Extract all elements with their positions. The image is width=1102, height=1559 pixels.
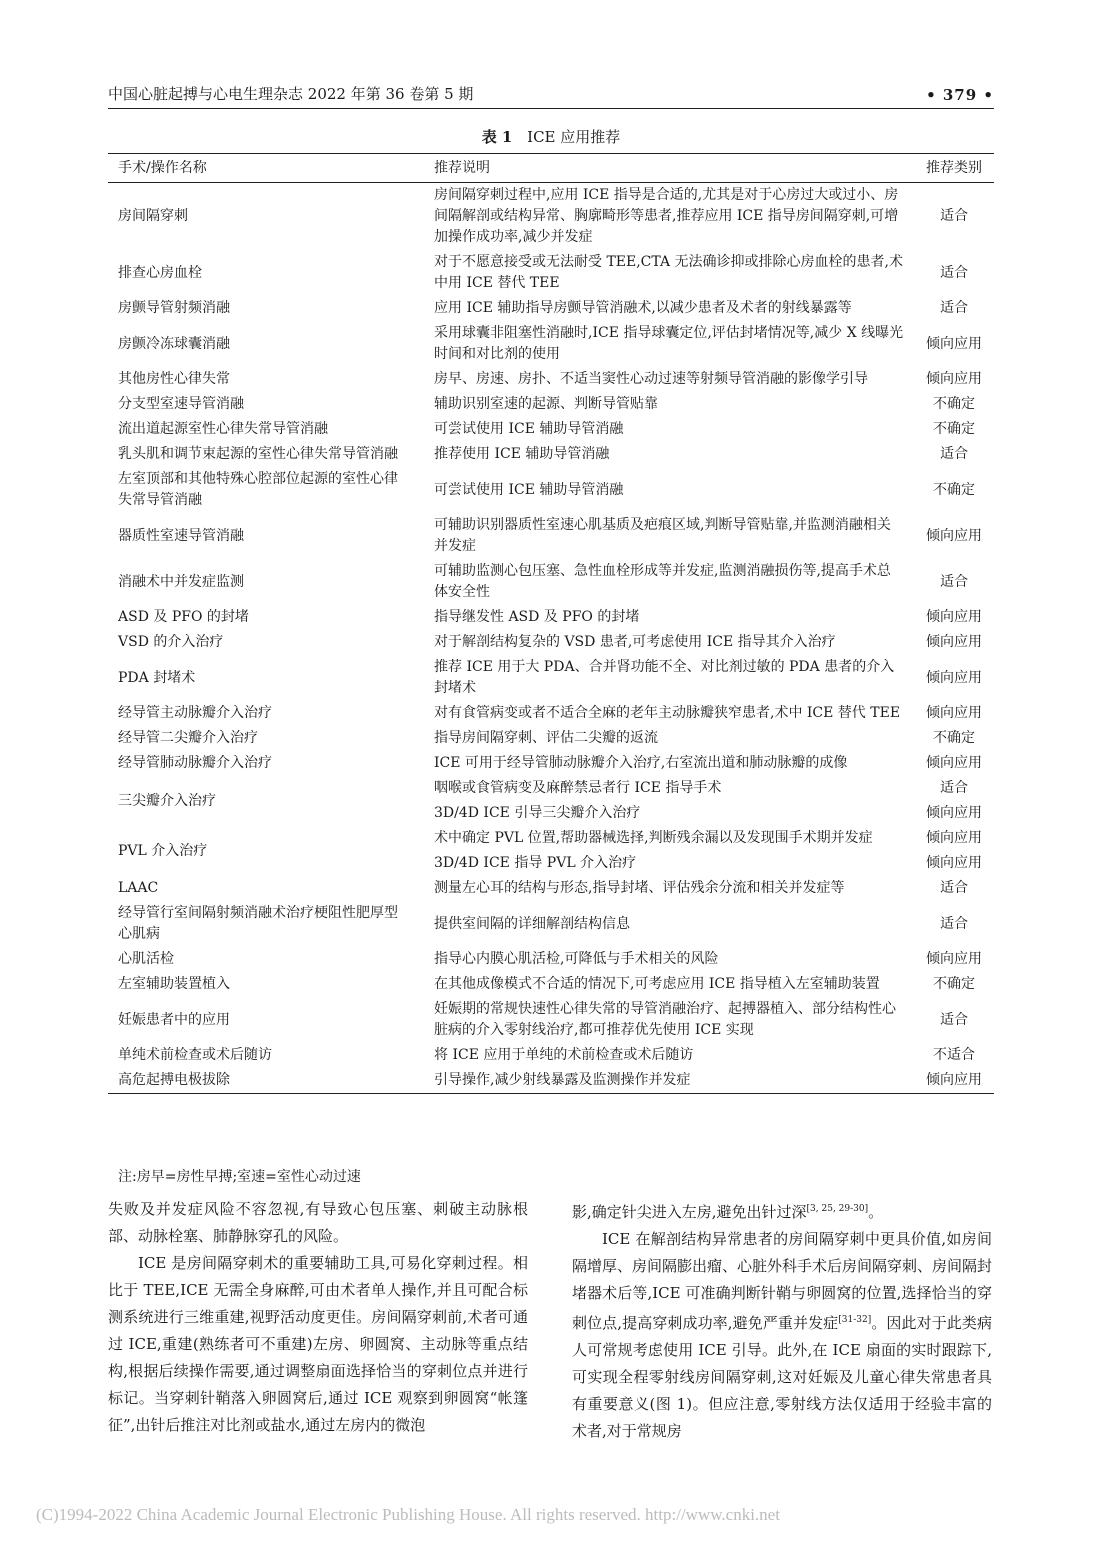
recommendation-cell: 可尝试使用 ICE 辅助导管消融 (434, 481, 624, 498)
journal-title: 中国心脏起搏与心电生理杂志 2022 年第 36 卷第 5 期 (108, 85, 474, 103)
running-header (108, 78, 994, 109)
category-cell: 适合 (940, 446, 968, 462)
paragraph: ICE 是房间隔穿刺术的重要辅助工具,可易化穿刺过程。相比于 TEE,ICE 无需全身麻醉,可由术者单人操作,并且可配合标测系统进行三维重建,视野活动度更佳。房间隔穿刺前,术者可通过 ICE,重建(熟练者可不重建)左房、卵圆窝、主动脉等重点结构,根据后续操作需要,通过调整扇面选择恰当的穿刺位点并进行标记。当穿刺针鞘落入卵圆窝后,通过 ICE 观察到卵圆窝“帐篷征”,出针后推注对比剂或盐水,通过左房内的微泡 (108, 1254, 528, 1434)
recommendation-cell: 应用 ICE 辅助指导房颤导管消融术,以减少患者及术者的射线暴露等 (434, 300, 852, 316)
recommendation-cell: 指导心内膜心肌活检,可降低与手术相关的风险 (434, 951, 719, 967)
procedure-name-cell: 房间隔穿刺 (118, 208, 188, 224)
table-row (108, 367, 994, 392)
category-cell: 不适合 (933, 1047, 975, 1063)
table-row (108, 876, 994, 901)
procedure-name-cell: VSD 的介入治疗 (118, 634, 224, 650)
table-row (108, 751, 994, 776)
category-cell: 倾向应用 (926, 1072, 982, 1088)
recommendation-cell: 将 ICE 应用于单纯的术前检查或术后随访 (434, 1047, 694, 1063)
recommendation-cell: 妊娠期的常规快速性心律失常的导管消融治疗、起搏器植入、部分结构性心脏病的介入零射线治疗,都可推荐优先使用 ICE 实现 (434, 1001, 896, 1038)
table-row (108, 701, 994, 726)
table-row (108, 321, 994, 367)
recommendation-cell: 指导房间隔穿刺、评估二尖瓣的返流 (434, 730, 658, 746)
recommendation-cell: 辅助识别室速的起源、判断导管贴靠 (434, 396, 658, 412)
recommendation-cell: 推荐使用 ICE 辅助导管消融 (434, 446, 610, 462)
procedure-name-cell: ASD 及 PFO 的封堵 (118, 609, 249, 625)
table-row (108, 250, 994, 296)
category-cell: 适合 (940, 880, 968, 896)
table-row (108, 776, 994, 801)
category-cell: 适合 (940, 915, 968, 932)
table-row (108, 826, 994, 851)
table-row (108, 183, 994, 251)
procedure-name-cell: 其他房性心律失常 (118, 371, 230, 387)
table-row (108, 605, 994, 630)
category-cell: 倾向应用 (926, 951, 982, 967)
body-column-left (108, 1196, 528, 1439)
table-row (108, 901, 994, 947)
procedure-name-cell: LAAC (118, 880, 159, 896)
category-cell: 适合 (940, 1011, 968, 1028)
paragraph-text: ICE 在解剖结构异常患者的房间隔穿刺中更具价值,如房间隔增厚、房间隔膨出瘤、心脏外科手术后房间隔穿刺、房间隔封堵器术后等,ICE 可准确判断针鞘与卵圆窝的位置,选择恰当的穿刺位点,提高穿刺成功率,避免严重并发症 (572, 1230, 993, 1332)
procedure-name-cell: 高危起搏电极拔除 (118, 1072, 230, 1088)
recommendation-cell: ICE 可用于经导管肺动脉瓣介入治疗,右室流出道和肺动脉瓣的成像 (434, 755, 848, 771)
category-cell: 倾向应用 (926, 755, 982, 771)
category-cell: 倾向应用 (926, 527, 982, 544)
paragraph-text: 影,确定针尖进入左房,避免出针过深 (572, 1203, 807, 1221)
table-body (108, 183, 994, 1094)
recommendation-cell: 房间隔穿刺过程中,应用 ICE 指导是合适的,尤其是对于心房过大或过小、房间隔解剖或结构异常、胸廓畸形等患者,推荐应用 ICE 指导房间隔穿刺,可增加操作成功率,减少并发症 (434, 187, 899, 245)
procedure-name-cell: 左室辅助装置植入 (118, 976, 230, 992)
procedure-name-cell: 排查心房血栓 (118, 264, 202, 281)
table-title: ICE 应用推荐 (527, 128, 621, 146)
category-cell: 倾向应用 (926, 669, 982, 686)
recommendation-cell: 可辅助监测心包压塞、急性血栓形成等并发症,监测消融损伤等,提高手术总体安全性 (434, 563, 891, 600)
procedure-name-cell: 单纯术前检查或术后随访 (118, 1047, 272, 1063)
table-row (108, 947, 994, 972)
recommendation-cell: 对于不愿意接受或无法耐受 TEE,CTA 无法确诊抑或排除心房血栓的患者,术中用 ICE 替代 TEE (434, 254, 903, 291)
column-header: 手术/操作名称 (118, 160, 207, 176)
procedure-name-cell: 三尖瓣介入治疗 (118, 792, 216, 809)
paragraph-text: 。 (868, 1203, 884, 1221)
recommendation-cell: 推荐 ICE 用于大 PDA、合并肾功能不全、对比剂过敏的 PDA 患者的介入封堵术 (434, 659, 895, 696)
table-row (108, 513, 994, 559)
paragraph-text: 。因此对于此类病人可常规考虑使用 ICE 引导。此外,在 ICE 扇面的实时跟踪下,可实现全程零射线房间隔穿刺,这对妊娠及儿童心律失常患者具有重要意义(图 1)。但应注意,零射线方法仅适用于经验丰富的术者,对于常规房 (572, 1314, 992, 1440)
category-cell: 倾向应用 (926, 335, 982, 352)
category-cell: 倾向应用 (926, 634, 982, 650)
category-cell: 不确定 (933, 481, 975, 498)
category-cell: 倾向应用 (926, 371, 982, 387)
page-number: • 379 • (926, 86, 994, 104)
table-row (108, 1043, 994, 1068)
paragraph: 失败及并发症风险不容忽视,有导致心包压塞、刺破主动脉根部、动脉栓塞、肺静脉穿孔的风险。 (108, 1200, 528, 1245)
procedure-name-cell: 房颤导管射频消融 (118, 300, 230, 316)
table-row (108, 997, 994, 1043)
procedure-name-cell: 流出道起源室性心律失常导管消融 (118, 421, 328, 437)
table-row (108, 467, 994, 513)
procedure-name-cell: 房颤冷冻球囊消融 (118, 335, 230, 352)
category-cell: 适合 (940, 573, 968, 590)
category-cell: 倾向应用 (926, 805, 982, 821)
procedure-name-cell: 经导管主动脉瓣介入治疗 (118, 705, 272, 721)
recommendation-cell: 3D/4D ICE 指导 PVL 介入治疗 (434, 855, 637, 871)
recommendation-cell: 可尝试使用 ICE 辅助导管消融 (434, 421, 624, 437)
table-row (108, 559, 994, 605)
table-row (108, 972, 994, 997)
procedure-name-cell: 经导管行室间隔射频消融术治疗梗阻性肥厚型心肌病 (118, 905, 398, 942)
recommendation-cell: 对有食管病变或者不适合全麻的老年主动脉瓣狭窄患者,术中 ICE 替代 TEE (434, 705, 901, 721)
recommendation-cell: 咽喉或食管病变及麻醉禁忌者行 ICE 指导手术 (434, 780, 722, 796)
table-number: 表 1 (481, 128, 513, 146)
recommendation-cell: 指导继发性 ASD 及 PFO 的封堵 (434, 609, 640, 625)
category-cell: 适合 (940, 264, 968, 281)
recommendation-cell: 在其他成像模式不合适的情况下,可考虑应用 ICE 指导植入左室辅助装置 (434, 976, 880, 992)
category-cell: 不确定 (933, 730, 975, 746)
table-row (108, 296, 994, 321)
procedure-name-cell: 妊娠患者中的应用 (118, 1011, 230, 1028)
table-caption (0, 126, 1102, 147)
category-cell: 不确定 (933, 421, 975, 437)
category-cell: 适合 (940, 780, 968, 796)
recommendation-cell: 房早、房速、房扑、不适当窦性心动过速等射频导管消融的影像学引导 (434, 371, 868, 387)
table-note: 注:房早=房性早搏;室速=室性心动过速 (118, 1169, 361, 1185)
column-header: 推荐类别 (926, 160, 982, 176)
category-cell: 倾向应用 (926, 830, 982, 846)
category-cell: 适合 (940, 208, 968, 224)
category-cell: 不确定 (933, 396, 975, 412)
table-row (108, 1068, 994, 1094)
citation-ref: [3, 25, 29-30] (806, 1204, 869, 1214)
procedure-name-cell: PDA 封堵术 (118, 669, 196, 686)
procedure-name-cell: 分支型室速导管消融 (118, 396, 244, 412)
procedure-name-cell: 乳头肌和调节束起源的室性心律失常导管消融 (118, 446, 398, 462)
table-row (108, 655, 994, 701)
table-row (108, 417, 994, 442)
procedure-name-cell: 心肌活检 (118, 951, 174, 967)
recommendation-cell: 对于解剖结构复杂的 VSD 患者,可考虑使用 ICE 指导其介入治疗 (434, 634, 836, 650)
citation-ref: [31-32] (838, 1315, 872, 1325)
copyright-footer: (C)1994-2022 China Academic Journal Electronic Publishing House. All rights reserved. http://www.cnki.net (36, 1505, 780, 1524)
category-cell: 适合 (940, 300, 968, 316)
procedure-name-cell: PVL 介入治疗 (118, 842, 208, 859)
table-header-row (108, 154, 994, 183)
category-cell: 倾向应用 (926, 705, 982, 721)
recommendation-table (108, 153, 994, 1094)
category-cell: 倾向应用 (926, 609, 982, 625)
table-row (108, 392, 994, 417)
recommendation-cell: 引导操作,减少射线暴露及监测操作并发症 (434, 1072, 691, 1088)
recommendation-cell: 术中确定 PVL 位置,帮助器械选择,判断残余漏以及发现围手术期并发症 (434, 830, 873, 846)
category-cell: 不确定 (933, 976, 975, 992)
category-cell: 倾向应用 (926, 855, 982, 871)
table-row (108, 630, 994, 655)
recommendation-cell: 提供室间隔的详细解剖结构信息 (434, 915, 630, 932)
table-row (108, 726, 994, 751)
procedure-name-cell: 器质性室速导管消融 (118, 527, 244, 544)
procedure-name-cell: 消融术中并发症监测 (118, 573, 244, 590)
body-column-right (572, 1196, 992, 1445)
recommendation-cell: 采用球囊非阻塞性消融时,ICE 指导球囊定位,评估封堵情况等,减少 X 线曝光时间和对比剂的使用 (434, 325, 904, 362)
recommendation-cell: 可辅助识别器质性室速心肌基质及疤痕区域,判断导管贴靠,并监测消融相关并发症 (434, 517, 891, 554)
paragraph (572, 1226, 992, 1445)
table-row (108, 442, 994, 467)
procedure-name-cell: 经导管肺动脉瓣介入治疗 (118, 755, 272, 771)
column-header: 推荐说明 (434, 160, 490, 176)
procedure-name-cell: 经导管二尖瓣介入治疗 (118, 730, 258, 746)
paragraph (572, 1196, 992, 1226)
procedure-name-cell: 左室顶部和其他特殊心腔部位起源的室性心律失常导管消融 (118, 471, 398, 508)
recommendation-cell: 测量左心耳的结构与形态,指导封堵、评估残余分流和相关并发症等 (434, 880, 845, 896)
recommendation-cell: 3D/4D ICE 引导三尖瓣介入治疗 (434, 805, 641, 821)
